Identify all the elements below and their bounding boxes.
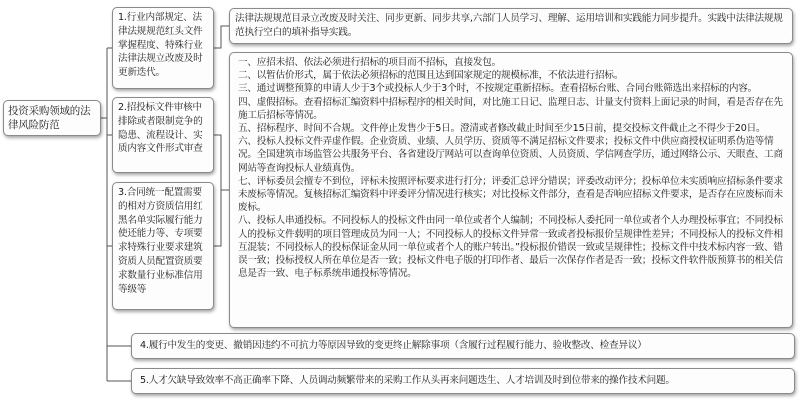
branch-5-label: 5.人才欠缺导致效率不高正确率下降、人员调动频繁带来的采购工作从头再来问题迭生、人才培训及时到位带来的操作技术问题。 (140, 375, 675, 386)
connector-branch2-detail (214, 135, 229, 190)
detail-item-4: 四、虚假招标。查看招标汇编资料中招标程序的相关时间，对比施工日记、监理日志、计量支付资料上面记录的时间，看是否存在先施工后招标等情况。 (238, 96, 783, 121)
detail-item-1: 一、应招未招、依法必须进行招标的项目而不招标，直接发包。 (238, 57, 502, 68)
detail-item-5: 五、招标程序、时间不合规。文件停止发售少于5日。澄清或者修改截止时间至少15日前，提交投标文件截止之不得少于20日。 (238, 123, 766, 135)
detail-item-8: 八、投标人串通投标。不同投标人的投标文件由同一单位或者个人编制；不同投标人委托同一单位或者个人办理投标事宜；不同投标人的投标文件载明的项目管理成员为同一人；不同投标人的投标文件异常一致或者投标报价呈规律性差异；不同投标人的投标文件相互混装；不同投标人的投标保证金从同一单位或者个人的账户转出。”投标报价错误一致或呈规律性；投标文件中技术标内容一致、错误一致；投标授权人所在单位是否一致；投标文件电子版的打印作者、最后一次保存作者是否一致；投标文件软件版预算书的相关信息是否一致、电子标系统串通投标等情况。 (238, 215, 783, 280)
branch-node-4 (131, 333, 795, 359)
detail-node-regulations (229, 8, 793, 44)
connector-branch3-detail (214, 190, 221, 246)
branch-2-label: 2.招投标文件审核中排除或者限制竞争的隐患、流程设计、实质内容文件形式审查 (118, 102, 203, 155)
detail-item-2: 二、以暂估价形式，属于依法必须招标的范围且达到国家规定的规模标准，不依法进行招标。 (238, 70, 624, 82)
branch-1-label: 1.行业内部规定、法律法规规范红头文件掌握程度、特殊行业法律法规立改废及时更新迭代。 (118, 12, 203, 79)
branch-4-label: 4.履行中发生的变更、撤销因违约不可抗力等原因导致的变更终止解除事项（含履行过程履行能力、验收整改、检查异议） (140, 340, 647, 351)
branch-node-2 (112, 97, 214, 173)
branch-node-3 (112, 182, 214, 310)
detail-node-tendering-risks (229, 52, 793, 328)
branch-node-5 (131, 368, 795, 394)
root-label: 投资采购领域的法律风险防范 (8, 105, 91, 131)
detail-regulations-text: 法律法规规范目录立改废及时关注、同步更新、同步共享,六部门人员学习、理解、运用培训和实践能力同步提升。实践中法律法规规范执行空白的填补指导实践。 (235, 13, 783, 38)
branch-node-1 (112, 7, 214, 89)
root-node (3, 100, 101, 136)
detail-item-7: 七、评标委员会擅专不到位，评标未按照评标要求进行打分；评委汇总评分错误；评委改动评分；投标单位未实质响应招标条件要求未废标等情况。复核招标汇编资料中评委评分情况进行核实；对比投标文件部分，查看是否响应招标文件要求，是否存在应废标而未废标。 (238, 175, 783, 214)
connector-root-spine (101, 48, 107, 381)
connector-branch1-detail (214, 26, 229, 48)
detail-item-3: 三、通过调整预算的申请人少于3个或投标人少于3个时，不按规定重新招标。查看招标台账、合同台账筛选出来招标的内容。 (238, 83, 758, 95)
detail-item-6: 六、投标人投标文件弄虚作假。企业资质、业绩、人员学历、资质等不满足招标文件要求；投标文件中供应商授权证明系伪造等情况。全国建筑市场监管公共服务平台、各省建设厅网站可以查询单位资质、人员资质、学信网查学历，通过网络公示、天眼查、工商网站等查询投标人业绩真伪。 (238, 136, 783, 174)
branch-3-label: 3.合同统一配置需要的相对方资质信用红黑名单实际履行能力使还能力等、专项要求特殊行业要求建筑资质人员配置资质要求数量行业标准信用等级等 (118, 187, 203, 295)
